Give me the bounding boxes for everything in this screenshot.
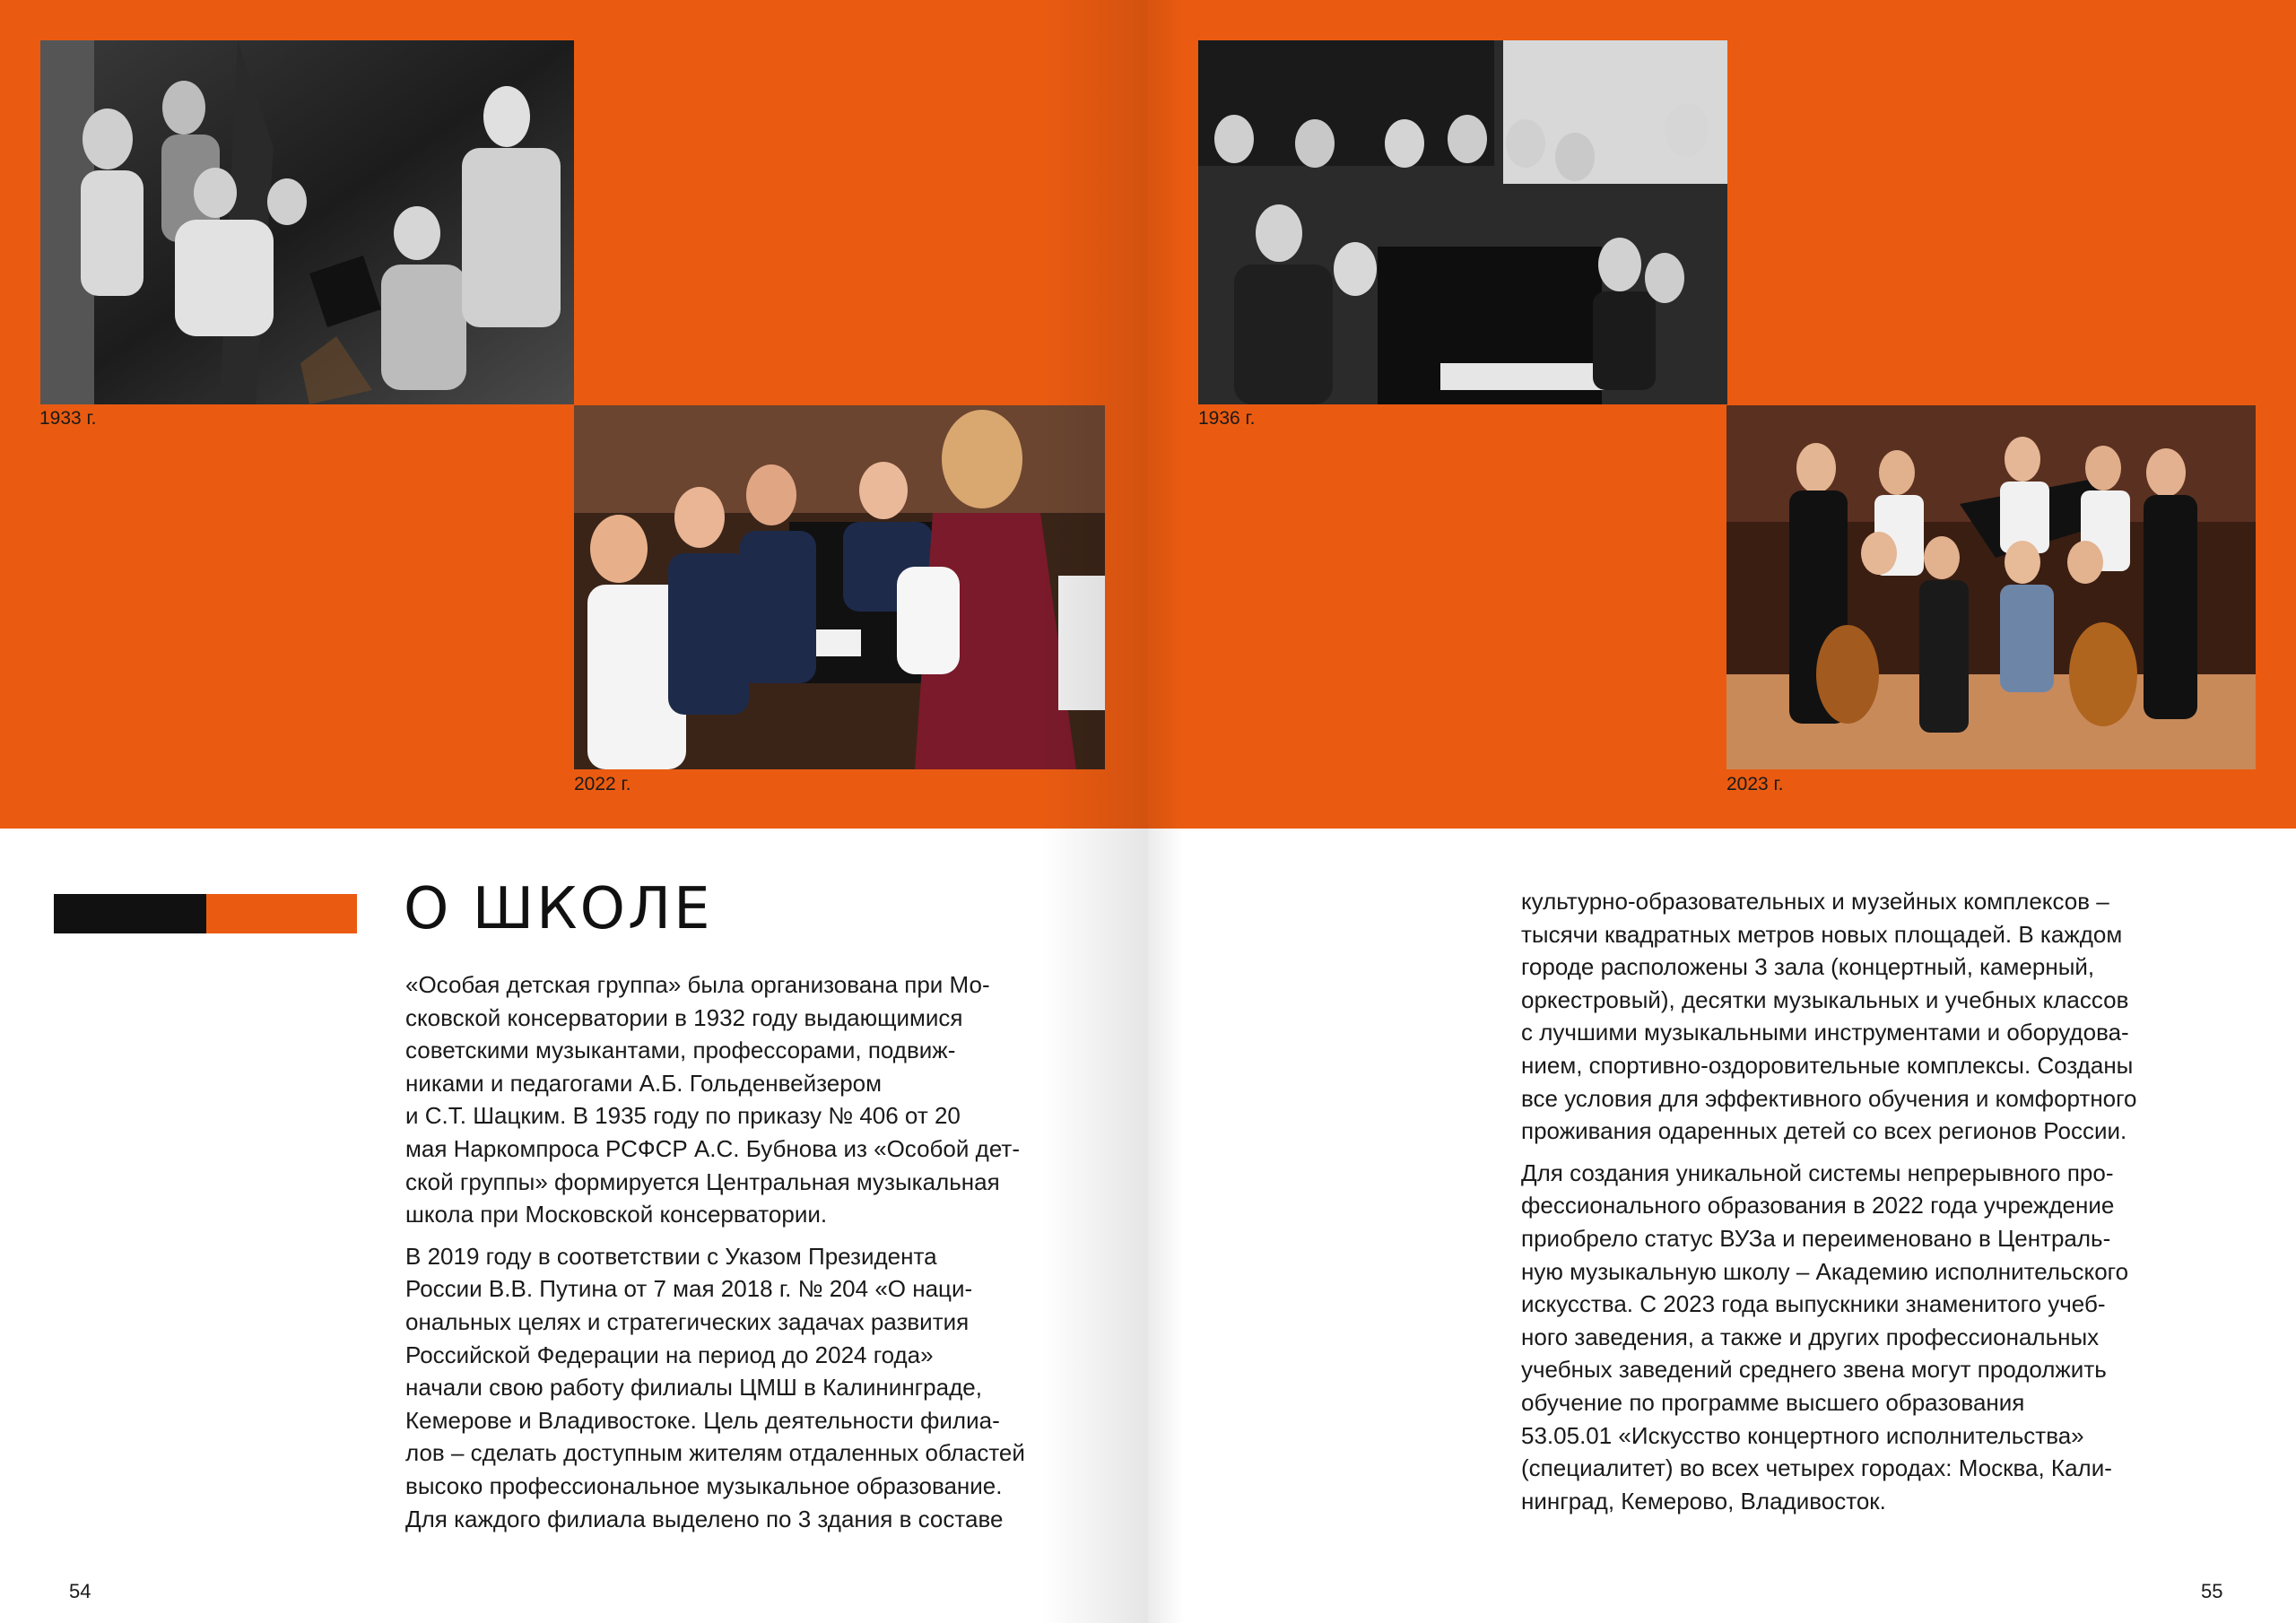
photo-1936 — [1198, 40, 1727, 404]
paragraph: «Особая детская группа» была организована при Мо- сковской консерватории в 1932 году выдающимися советскими музыкантами, профессорами, подвиж- никами и педагогами А.Б. Гольденвейзером и С.Т. Шацким. В 1935 году по приказу № 406 от 20 мая Наркомпроса РСФСР А.С. Бубнова из «Особой дет- ской группы» формируется Центральная музыкальная школа при Московской консерватории. — [405, 971, 1020, 1228]
right-page — [1148, 0, 2296, 1623]
photo-2022 — [574, 405, 1105, 769]
photo-caption-1936: 1936 г. — [1198, 408, 1256, 429]
page-number-left: 54 — [69, 1580, 91, 1602]
section-heading: О ШКОЛЕ — [404, 876, 713, 942]
paragraph: В 2019 году в соответствии с Указом Президента России В.В. Путина от 7 мая 2018 г. № 204 «О наци- ональных целях и стратегических задачах развития Российской Федерации на период до 2024 года» начали свою работу филиалы ЦМШ в Калининграде, Кемерове и Владивостоке. Цель деятельности филиа- лов – сделать доступным жителям отдаленных областей высоко профессиональное музыкальное образование. Для каждого филиала выделено по 3 здания в составе — [405, 1242, 1025, 1532]
photo-2023 — [1726, 405, 2256, 769]
photo-1933 — [40, 40, 574, 404]
photo-caption-2022: 2022 г. — [574, 774, 631, 794]
photo-caption-2023: 2023 г. — [1726, 774, 1784, 794]
heading-accent-bar-orange — [206, 894, 357, 933]
page-number-right: 55 — [2201, 1580, 2223, 1602]
paragraph: Для создания уникальной системы непрерывного про- фессионального образования в 2022 года учреждение приобрело статус ВУЗа и переименовано в Централь- ную музыкальную школу – Академию исполнительского искусства. С 2023 года выпускники знаменитого учеб- ного заведения, а также и других профессиональных учебных заведений среднего звена могут продолжить обучение по программе высшего образования 53.05.01 «Искусство концертного исполнительства» (специалитет) во всех четырех городах: Москва, Кали- нинград, Кемерово, Владивосток. — [1521, 1159, 2129, 1515]
heading-accent-bar-black — [54, 894, 206, 933]
paragraph: культурно-образовательных и музейных комплексов – тысячи квадратных метров новых площадей. В каждом городе расположены 3 зала (концертный, камерный, оркестровый), десятки музыкальных и учебных классов с лучшими музыкальными инструментами и оборудова- нием, спортивно-оздоровительные комплексы. Созданы все условия для эффективного обучения и комфортного проживания одаренных детей со всех регионов России. — [1521, 888, 2137, 1145]
left-body-text — [405, 968, 1087, 1544]
right-body-text — [1521, 885, 2230, 1526]
photo-caption-1933: 1933 г. — [39, 408, 97, 429]
